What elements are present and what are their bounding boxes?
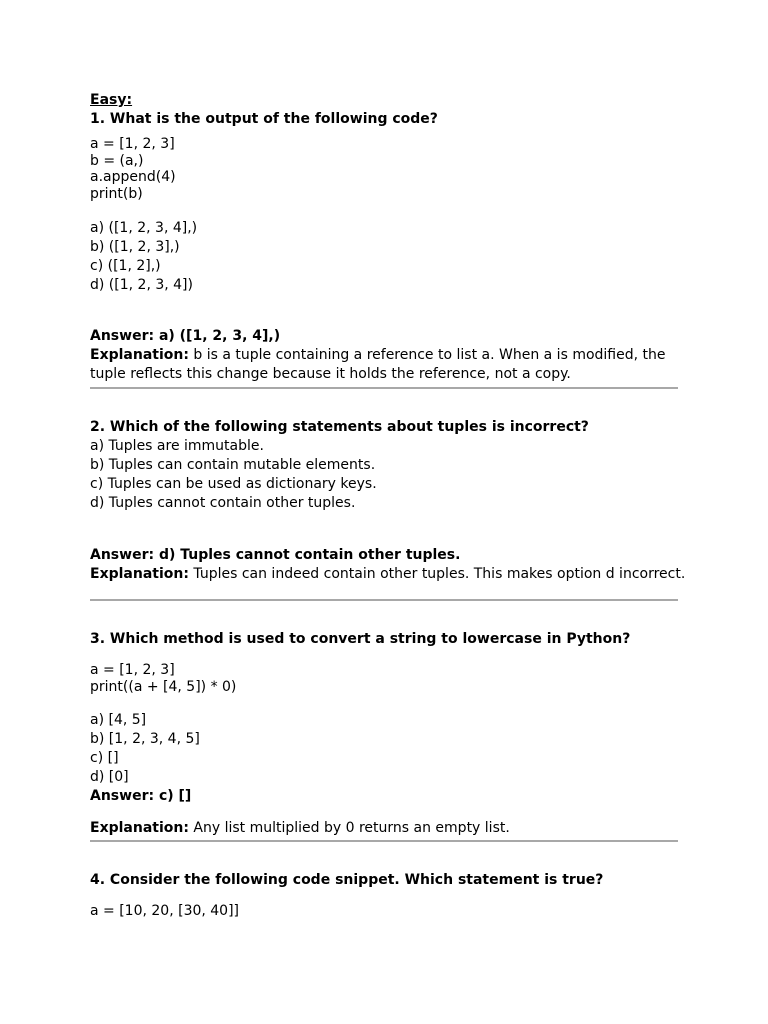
option: b) Tuples can contain mutable elements. — [90, 456, 376, 473]
code-line: b = (a,) — [90, 152, 144, 169]
explanation-text: Any list multiplied by 0 returns an empty list. — [188, 820, 510, 837]
option: b) ([1, 2, 3],) — [90, 238, 180, 255]
question-3 — [90, 630, 678, 838]
code-line: a = [1, 2, 3] — [90, 136, 175, 152]
question-1-options — [90, 219, 678, 295]
section-title: Easy: — [90, 92, 133, 108]
question-1-text: 1. What is the output of the following code? — [90, 111, 438, 127]
explanation-text: b is a tuple containing a reference to list a. When a is modified, the — [188, 346, 666, 363]
code-line: a = [10, 20, [30, 40]] — [90, 903, 240, 920]
question-2 — [90, 418, 686, 584]
explanation-label: Explanation: — [90, 820, 189, 837]
explanation-label: Explanation: — [90, 565, 189, 582]
explanation-label: Explanation: — [90, 346, 189, 363]
question-2-answer: Answer: d) Tuples cannot contain other tuples. — [90, 546, 461, 563]
question-1-code — [90, 136, 678, 203]
code-line: print((a + [4, 5]) * 0) — [90, 678, 237, 695]
option: a) ([1, 2, 3, 4],) — [90, 219, 198, 236]
option: c) [] — [90, 750, 119, 767]
option: d) ([1, 2, 3, 4]) — [90, 276, 193, 293]
document-content — [90, 91, 686, 920]
question-3-code — [90, 662, 678, 695]
option: a) [4, 5] — [90, 712, 147, 729]
question-3-explanation — [90, 819, 678, 838]
explanation-text: Tuples can indeed contain other tuples. This makes option d incorrect. — [188, 565, 686, 582]
question-3-options — [90, 711, 678, 787]
code-line: a = [1, 2, 3] — [90, 661, 175, 678]
question-1-answer: Answer: a) ([1, 2, 3, 4],) — [90, 327, 281, 344]
question-3-text: 3. Which method is used to convert a string to lowercase in Python? — [90, 630, 631, 647]
option: a) Tuples are immutable. — [90, 437, 264, 454]
code-line: print(b) — [90, 186, 143, 203]
question-2-options — [90, 437, 678, 513]
option: c) Tuples can be used as dictionary keys. — [90, 475, 377, 492]
question-1 — [90, 110, 678, 384]
option: b) [1, 2, 3, 4, 5] — [90, 731, 200, 748]
question-1-explanation — [90, 346, 678, 384]
option: d) Tuples cannot contain other tuples. — [90, 494, 356, 511]
option: c) ([1, 2],) — [90, 257, 161, 274]
question-4-text: 4. Consider the following code snippet. Which statement is true? — [90, 872, 604, 889]
explanation-text: tuple reflects this change because it holds the reference, not a copy. — [90, 365, 571, 382]
option: d) [0] — [90, 769, 129, 786]
question-2-explanation — [90, 565, 686, 584]
divider — [90, 599, 678, 601]
question-4 — [90, 871, 678, 920]
divider — [90, 387, 678, 389]
question-4-code — [90, 903, 678, 920]
divider — [90, 840, 678, 842]
question-3-answer: Answer: c) [] — [90, 788, 192, 805]
code-line: a.append(4) — [90, 169, 176, 186]
question-2-text: 2. Which of the following statements about tuples is incorrect? — [90, 418, 589, 435]
